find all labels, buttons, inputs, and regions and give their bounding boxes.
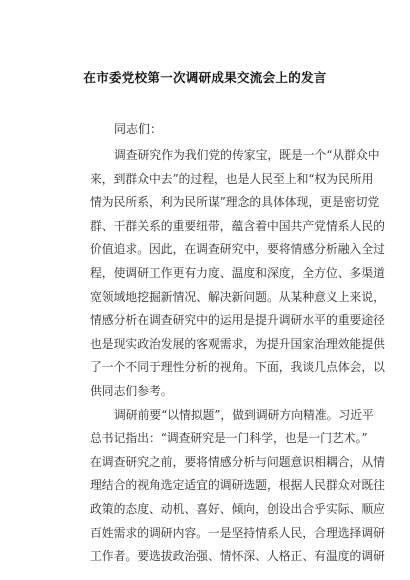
paragraph-line: 价值追求。因此，在调查研究中，要将情感分析融入全过 xyxy=(90,242,385,257)
paragraph-line: 也是现实政治发展的客观需求，为提升国家治理效能提供 xyxy=(90,336,385,351)
paragraph-line: 供同志们参考。 xyxy=(90,384,173,398)
paragraph-line: 总书记指出：“调查研究是一门科学，也是一门艺术。” xyxy=(90,431,368,446)
paragraph-line: 调研前要“以情拟题”，做到调研方向精准。习近平 xyxy=(114,407,374,422)
paragraph-line: 调查研究作为我们党的传家宝，既是一个“从群众中 xyxy=(114,148,380,162)
paragraph-line: 宽领域地挖掘新情况、解决新问题。从某种意义上来说， xyxy=(90,289,385,304)
paragraph-line: 在调查研究之前，要将情感分析与问题意识相耦合，从情 xyxy=(90,454,385,469)
paragraph-line: 了一个不同于理性分析的视角。下面，我谈几点体会，以 xyxy=(90,360,385,375)
paragraph-line: 情为民所系，利为民所谋”理念的具体体现，更是密切党 xyxy=(90,195,380,210)
paragraph-line: 理结合的视角选定适宜的调研选题，根据人民群众对既往 xyxy=(90,478,385,493)
paragraph-line: 程，使调研工作更有力度、温度和深度，全方位、多渠道 xyxy=(90,266,385,280)
paragraph-line: 来，到群众中去”的过程，也是人民至上和“权为民所用 xyxy=(90,171,374,186)
paragraph-line: 百姓需求的调研内容。一是坚持情系人民，合理选择调研 xyxy=(90,525,385,540)
paragraph-line: 政策的态度、动机、喜好、倾向，创设出合乎实际、顺应 xyxy=(90,502,385,516)
document-title: 在市委党校第一次调研成果交流会上的发言 xyxy=(83,70,327,85)
paragraph-line: 情感分析在调查研究中的运用是提升调研水平的重要途径 xyxy=(90,313,385,328)
paragraph-line: 群、干群关系的重要纽带，蕴含着中国共产党情系人民的 xyxy=(90,218,385,233)
paragraph-line: 工作者。要选拔政治强、情怀深、人格正、有温度的调研 xyxy=(90,549,385,564)
salutation: 同志们： xyxy=(114,122,163,136)
